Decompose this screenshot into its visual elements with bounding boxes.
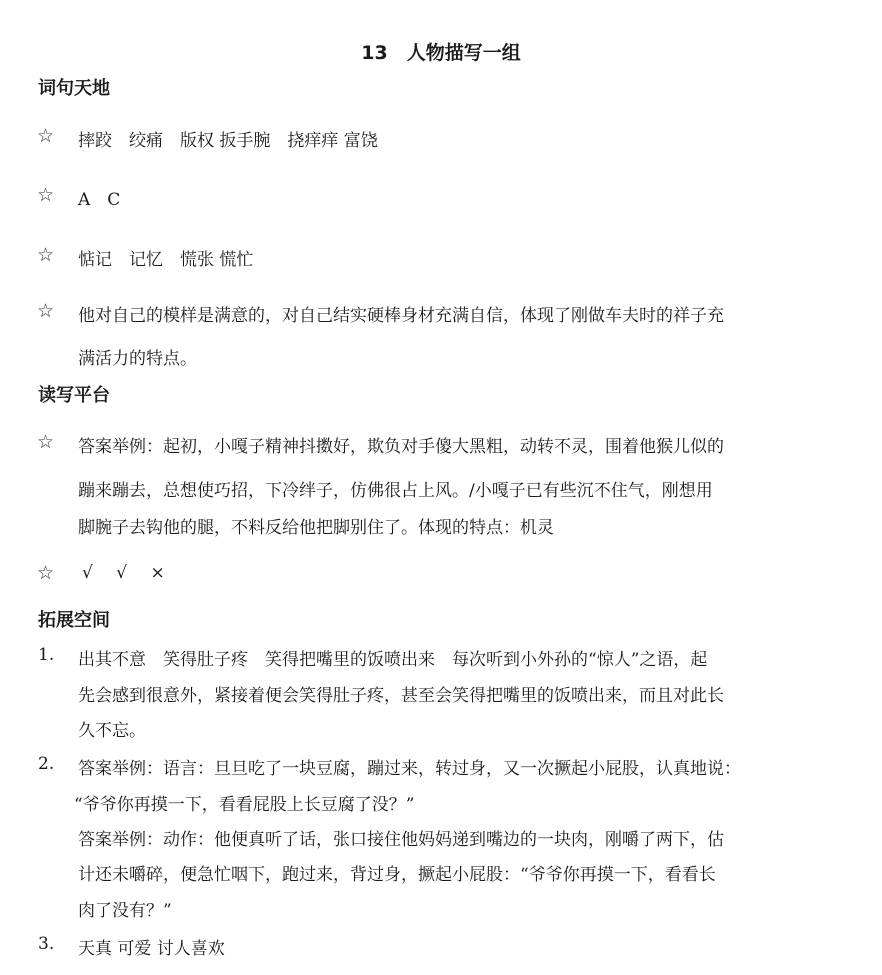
check-mark: √ xyxy=(116,563,128,583)
answer-line: 惦记 记忆 慌张 慌忙 xyxy=(78,250,254,270)
answer-line: 出其不意 笑得肚子疼 笑得把嘴里的饭喷出来 每次听到小外孙的“惊人”之语，起 xyxy=(78,650,708,670)
page-title: 13 人物描写一组 xyxy=(361,42,521,64)
answer-line: 天真 可爱 讨人喜欢 xyxy=(78,939,225,959)
answer-line: 摔跤 绞痛 版权 扳手腕 挠痒痒 富饶 xyxy=(78,131,378,151)
answer-line: 满活力的特点。 xyxy=(78,349,197,369)
answer-line: 脚腕子去钩他的腿，不料反给他把脚别住了。体现的特点：机灵 xyxy=(78,518,554,538)
item-number: 1. xyxy=(38,645,55,665)
section-heading: 读写平台 xyxy=(38,385,110,406)
cross-mark: × xyxy=(150,563,165,583)
star-icon: ☆ xyxy=(37,125,55,147)
answer-line: 计还未嚼碎，便急忙咽下，跑过来，背过身，撅起小屁股：“爷爷你再摸一下，看看长 xyxy=(78,865,716,885)
answer-line: 先会感到很意外，紧接着便会笑得肚子疼，甚至会笑得把嘴里的饭喷出来，而且对此长 xyxy=(78,686,724,706)
answer-line: “爷爷你再摸一下，看看屁股上长豆腐了没？” xyxy=(74,795,415,815)
answer-line: 他对自己的模样是满意的，对自己结实硬棒身材充满自信，体现了刚做车夫时的祥子充 xyxy=(78,306,724,326)
answer-line: A C xyxy=(78,190,121,210)
check-mark: √ xyxy=(82,563,93,583)
section-heading: 词句天地 xyxy=(38,78,110,99)
section-heading: 拓展空间 xyxy=(38,610,110,631)
star-icon: ☆ xyxy=(37,562,55,584)
check-group xyxy=(82,563,183,583)
answer-line: 蹦来蹦去，总想使巧招，下冷绊子，仿佛很占上风。/小嘎子已有些沉不住气，刚想用 xyxy=(78,481,713,501)
answer-line: 答案举例：起初，小嘎子精神抖擞好，欺负对手傻大黑粗，动转不灵，围着他猴儿似的 xyxy=(78,437,724,457)
item-number: 3. xyxy=(38,934,55,954)
star-icon: ☆ xyxy=(37,184,55,206)
star-icon: ☆ xyxy=(37,244,55,266)
answer-line: 久不忘。 xyxy=(78,721,146,741)
answer-line: 答案举例：语言：旦旦吃了一块豆腐，蹦过来，转过身，又一次撅起小屁股，认真地说： xyxy=(78,759,741,779)
star-icon: ☆ xyxy=(37,300,55,322)
item-number: 2. xyxy=(38,754,55,774)
answer-line: 肉了没有？” xyxy=(78,901,172,921)
star-icon: ☆ xyxy=(37,431,55,453)
answer-line: 答案举例：动作：他便真听了话，张口接住他妈妈递到嘴边的一块肉，刚嚼了两下，估 xyxy=(78,830,724,850)
